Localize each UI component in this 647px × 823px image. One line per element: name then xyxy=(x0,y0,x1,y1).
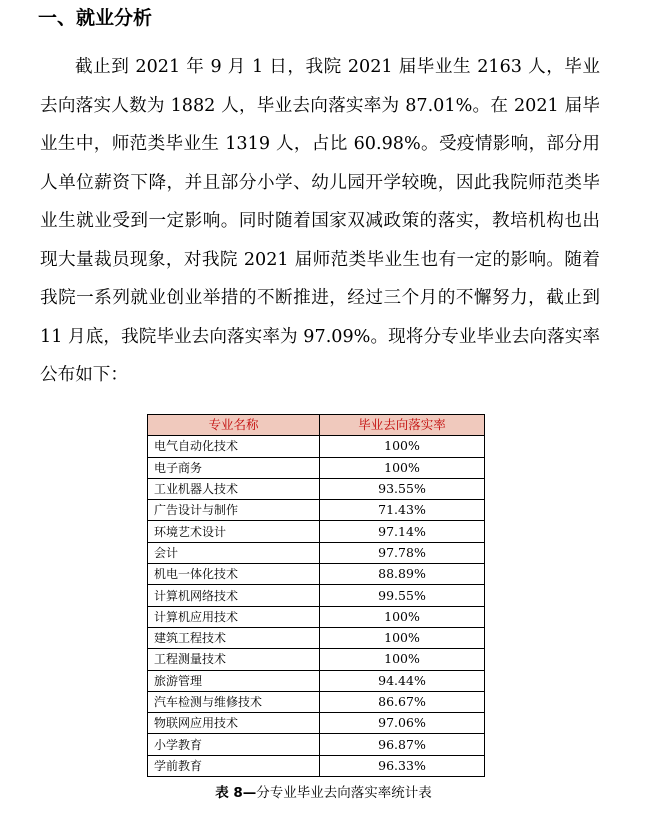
table-row xyxy=(148,521,485,542)
employment-rate-table-container xyxy=(147,414,484,777)
table-row xyxy=(148,478,485,499)
major-cell: 广告设计与制作 xyxy=(148,500,320,521)
rate-cell: 94.44% xyxy=(320,670,485,691)
major-cell: 环境艺术设计 xyxy=(148,521,320,542)
major-cell: 旅游管理 xyxy=(148,670,320,691)
major-cell: 物联网应用技术 xyxy=(148,713,320,734)
section-heading: 一、就业分析 xyxy=(38,7,153,29)
table-header-row xyxy=(148,415,485,436)
rate-cell: 88.89% xyxy=(320,564,485,585)
table-row xyxy=(148,564,485,585)
table-row xyxy=(148,585,485,606)
body-paragraph: 截止到 2021 年 9 月 1 日，我院 2021 届毕业生 2163 人，毕业去向落实人数为 1882 人，毕业去向落实率为 87.01%。在 2021 届毕业生中，师范类毕业生 1319 人，占比 60.98%。受疫情影响，部分用人单位薪资下降，并且部分小学、幼儿园开学较晚，因此我院师范类毕业生就业受到一定影响。同时随着国家双减政策的落实，教培机构也出现大量裁员现象，对我院 2021 届师范类毕业生也有一定的影响。随着我院一系列就业创业举措的不断推进，经过三个月的不懈努力，截止到 11 月底，我院毕业去向落实率为 97.09%。现将分专业毕业去向落实率公布如下： xyxy=(40,57,600,385)
table-row xyxy=(148,542,485,563)
major-cell: 会计 xyxy=(148,542,320,563)
rate-cell: 71.43% xyxy=(320,500,485,521)
rate-cell: 100% xyxy=(320,457,485,478)
rate-cell: 97.06% xyxy=(320,713,485,734)
rate-cell: 100% xyxy=(320,606,485,627)
caption-label: 表 8— xyxy=(215,785,257,801)
rate-cell: 100% xyxy=(320,649,485,670)
major-cell: 电子商务 xyxy=(148,457,320,478)
rate-cell: 97.78% xyxy=(320,542,485,563)
table-row xyxy=(148,500,485,521)
table-caption xyxy=(0,784,647,802)
table-row xyxy=(148,606,485,627)
rate-cell: 93.55% xyxy=(320,478,485,499)
major-cell: 工业机器人技术 xyxy=(148,478,320,499)
table-row xyxy=(148,627,485,648)
rate-cell: 100% xyxy=(320,436,485,457)
rate-cell: 97.14% xyxy=(320,521,485,542)
caption-text: 分专业毕业去向落实率统计表 xyxy=(256,785,432,801)
table-row xyxy=(148,734,485,755)
major-cell: 工程测量技术 xyxy=(148,649,320,670)
employment-rate-table xyxy=(147,414,485,777)
table-row xyxy=(148,691,485,712)
rate-cell: 86.67% xyxy=(320,691,485,712)
table-body xyxy=(148,436,485,777)
header-major: 专业名称 xyxy=(148,415,320,436)
rate-cell: 99.55% xyxy=(320,585,485,606)
rate-cell: 96.87% xyxy=(320,734,485,755)
major-cell: 计算机网络技术 xyxy=(148,585,320,606)
table-row xyxy=(148,670,485,691)
table-row xyxy=(148,755,485,776)
major-cell: 电气自动化技术 xyxy=(148,436,320,457)
table-row xyxy=(148,457,485,478)
major-cell: 计算机应用技术 xyxy=(148,606,320,627)
major-cell: 汽车检测与维修技术 xyxy=(148,691,320,712)
header-rate: 毕业去向落实率 xyxy=(320,415,485,436)
table-row xyxy=(148,713,485,734)
major-cell: 建筑工程技术 xyxy=(148,627,320,648)
rate-cell: 100% xyxy=(320,627,485,648)
rate-cell: 96.33% xyxy=(320,755,485,776)
table-row xyxy=(148,649,485,670)
major-cell: 学前教育 xyxy=(148,755,320,776)
table-row xyxy=(148,436,485,457)
major-cell: 小学教育 xyxy=(148,734,320,755)
major-cell: 机电一体化技术 xyxy=(148,564,320,585)
